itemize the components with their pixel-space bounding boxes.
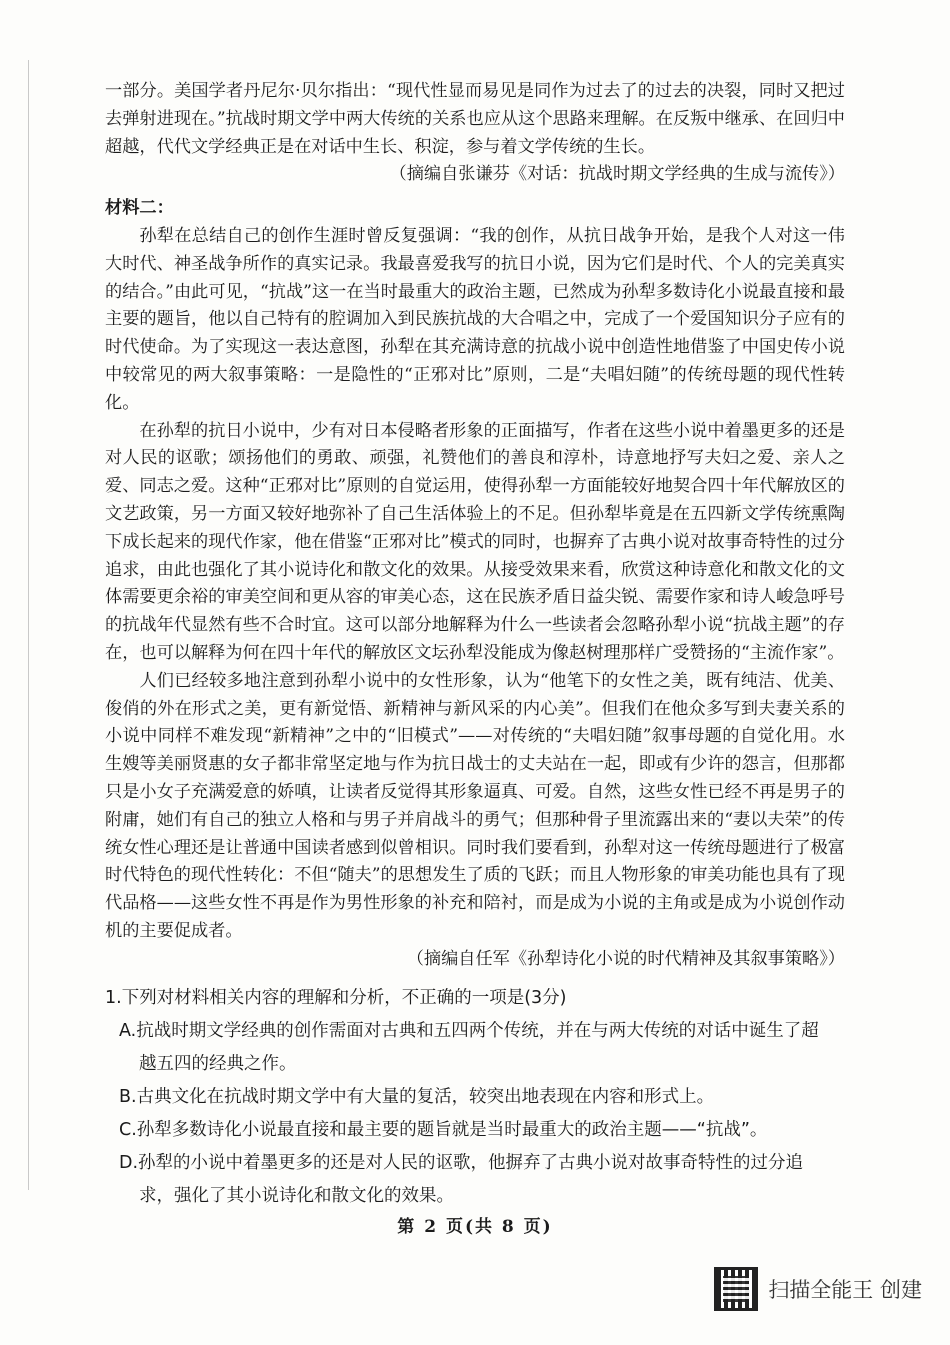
option-c: [119, 1114, 845, 1147]
option-a-line1: A.抗战时期文学经典的创作需面对古典和五四两个传统，并在与两大传统的对话中诞生了超: [119, 1020, 819, 1041]
watermark-text: 扫描全能王 创建: [768, 1278, 922, 1302]
material2-heading: 材料二：: [105, 198, 174, 219]
option-b: [119, 1081, 845, 1114]
margin-line: [28, 60, 29, 1190]
option-a: [119, 1015, 845, 1081]
option-b-line1: B.古典文化在抗战时期文学中有大量的复活，较突出地表现在内容和形式上。: [119, 1086, 715, 1107]
material2-source: （摘编自任军《孙犁诗化小说的时代精神及其叙事策略》）: [406, 948, 845, 969]
option-a-line2: 越五四的经典之作。: [139, 1053, 297, 1074]
option-d-line1: D.孙犁的小说中着墨更多的还是对人民的讴歌，他摒弃了古典小说对故事奇特性的过分追: [119, 1152, 804, 1173]
material2-paragraph-3: 人们已经较多地注意到孙犁小说中的女性形象，认为“他笔下的女性之美，既有纯洁、优美、俊俏的外在形式之美，更有新觉悟、新精神与新风采的内心美”。但我们在他众多写到夫妻关系的小说中同样不难发现“新精神”之中的“旧模式”——对传统的“夫唱妇随”叙事母题的自觉化用。水生嫂等美丽贤惠的女子都非常坚定地与作为抗日战士的丈夫站在一起，即或有少许的怨言，但那都只是小女子充满爱意的娇嗔，让读者反觉得其形象逼真、可爱。自然，这些女性已经不再是男子的附庸，她们有自己的独立人格和与男子并肩战斗的勇气；但那种骨子里流露出来的“妻以夫荣”的传统女性心理还是让普通中国读者感到似曾相识。同时我们要看到，孙犁对这一传统母题进行了极富时代特色的现代性转化：不但“随夫”的思想发生了质的飞跃；而且人物形象的审美功能也具有了现代品格——这些女性不再是作为男性形象的补充和陪衬，而是成为小说的主角或是成为小说创作动机的主要促成者。: [105, 670, 845, 941]
qr-code-icon: [714, 1267, 758, 1311]
material2-paragraph-1: 孙犁在总结自己的创作生涯时曾反复强调：“我的创作，从抗日战争开始，是我个人对这一伟大时代、神圣战争所作的真实记录。我最喜爱我写的抗日小说，因为它们是时代、个人的完美真实的结合。”由此可见，“抗战”这一在当时最重大的政治主题，已然成为孙犁多数诗化小说最直接和最主要的题旨，他以自己特有的腔调加入到民族抗战的大合唱之中，完成了一个爱国知识分子应有的时代使命。为了实现这一表达意图，孙犁在其充满诗意的抗战小说中创造性地借鉴了中国史传小说中较常见的两大叙事策略：一是隐性的“正邪对比”原则，二是“夫唱妇随”的传统母题的现代性转化。: [105, 225, 845, 413]
option-d-line2: 求，强化了其小说诗化和散文化的效果。: [139, 1185, 454, 1206]
material2-paragraph-2: 在孙犁的抗日小说中，少有对日本侵略者形象的正面描写，作者在这些小说中着墨更多的还是对人民的讴歌；颂扬他们的勇敢、顽强，礼赞他们的善良和淳朴，诗意地抒写夫妇之爱、亲人之爱、同志之爱。这种“正邪对比”原则的自觉运用，使得孙犁一方面能较好地契合四十年代解放区的文艺政策，另一方面又较好地弥补了自己生活体验上的不足。但孙犁毕竟是在五四新文学传统熏陶下成长起来的现代作家，他在借鉴“正邪对比”模式的同时，也摒弃了古典小说对故事奇特性的过分追求，由此也强化了其小说诗化和散文化的效果。从接受效果来看，欣赏这种诗意化和散文化的文体需要更余裕的审美空间和更从容的审美心态，这在民族矛盾日益尖锐、需要作家和诗人峻急呼号的抗战年代显然有些不合时宜。这可以部分地解释为什么一些读者会忽略孙犁小说“抗战主题”的存在，也可以解释为何在四十年代的解放区文坛孙犁没能成为像赵树理那样广受赞扬的“主流作家”。: [105, 420, 845, 663]
option-c-line1: C.孙犁多数诗化小说最直接和最主要的题旨就是当时最重大的政治主题——“抗战”。: [119, 1119, 768, 1140]
page-number: 第 2 页(共 8 页): [397, 1217, 553, 1237]
option-d: [119, 1147, 845, 1213]
document-page: [105, 78, 845, 1213]
material1-source: （摘编自张谦芬《对话：抗战时期文学经典的生成与流传》）: [389, 164, 845, 185]
question-stem: 1.下列对材料相关内容的理解和分析，不正确的一项是(3分): [105, 987, 567, 1008]
scanner-watermark: [714, 1267, 922, 1311]
question-1: [105, 982, 845, 1213]
material1-tail-text: 一部分。美国学者丹尼尔·贝尔指出：“现代性显而易见是同作为过去了的过去的决裂，同时又把过去弹射进现在。”抗战时期文学中两大传统的关系也应从这个思路来理解。在反叛中继承、在回归中超越，代代文学经典正是在对话中生长、积淀，参与着文学传统的生长。: [105, 81, 845, 157]
